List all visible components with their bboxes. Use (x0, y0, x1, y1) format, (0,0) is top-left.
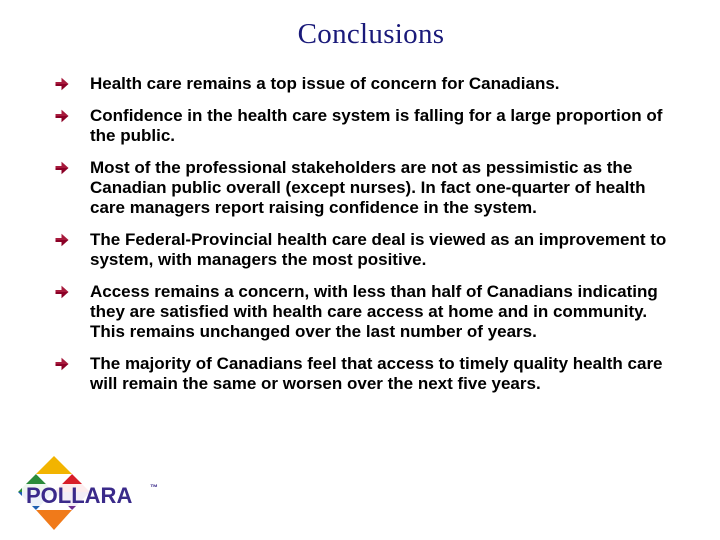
bullet-text: Most of the professional stakeholders are not as pessimistic as the Canadian public overall (except nurses). In fact one-quarter of health care managers report raising confidence in the system. (90, 158, 646, 217)
right-arrow-icon (55, 161, 69, 175)
list-item (55, 230, 685, 270)
bullet-text: The Federal-Provincial health care deal is viewed as an improvement to system, with managers the most positive. (90, 230, 667, 269)
bullet-text: Confidence in the health care system is falling for a large proportion of the public. (90, 106, 663, 145)
right-arrow-icon (55, 233, 69, 247)
right-arrow-icon (55, 357, 69, 371)
list-item (55, 106, 685, 146)
conclusions-list (55, 74, 685, 406)
page-title: Conclusions (297, 18, 445, 50)
bullet-text: Health care remains a top issue of concern for Canadians. (90, 74, 560, 93)
list-item (55, 158, 685, 218)
pollara-logo (14, 454, 162, 534)
bullet-text: Access remains a concern, with less than half of Canadians indicating they are satisfied with health care access at home and in community. This remains unchanged over the last number of years. (90, 282, 658, 341)
logo-text: POLLARA (26, 483, 133, 508)
right-arrow-icon (55, 285, 69, 299)
right-arrow-icon (55, 109, 69, 123)
list-item (55, 74, 685, 94)
bullet-text: The majority of Canadians feel that access to timely quality health care will remain the same or worsen over the next five years. (90, 354, 663, 393)
right-arrow-icon (55, 77, 69, 91)
trademark-symbol: ™ (150, 483, 158, 492)
list-item (55, 282, 685, 342)
list-item (55, 354, 685, 394)
